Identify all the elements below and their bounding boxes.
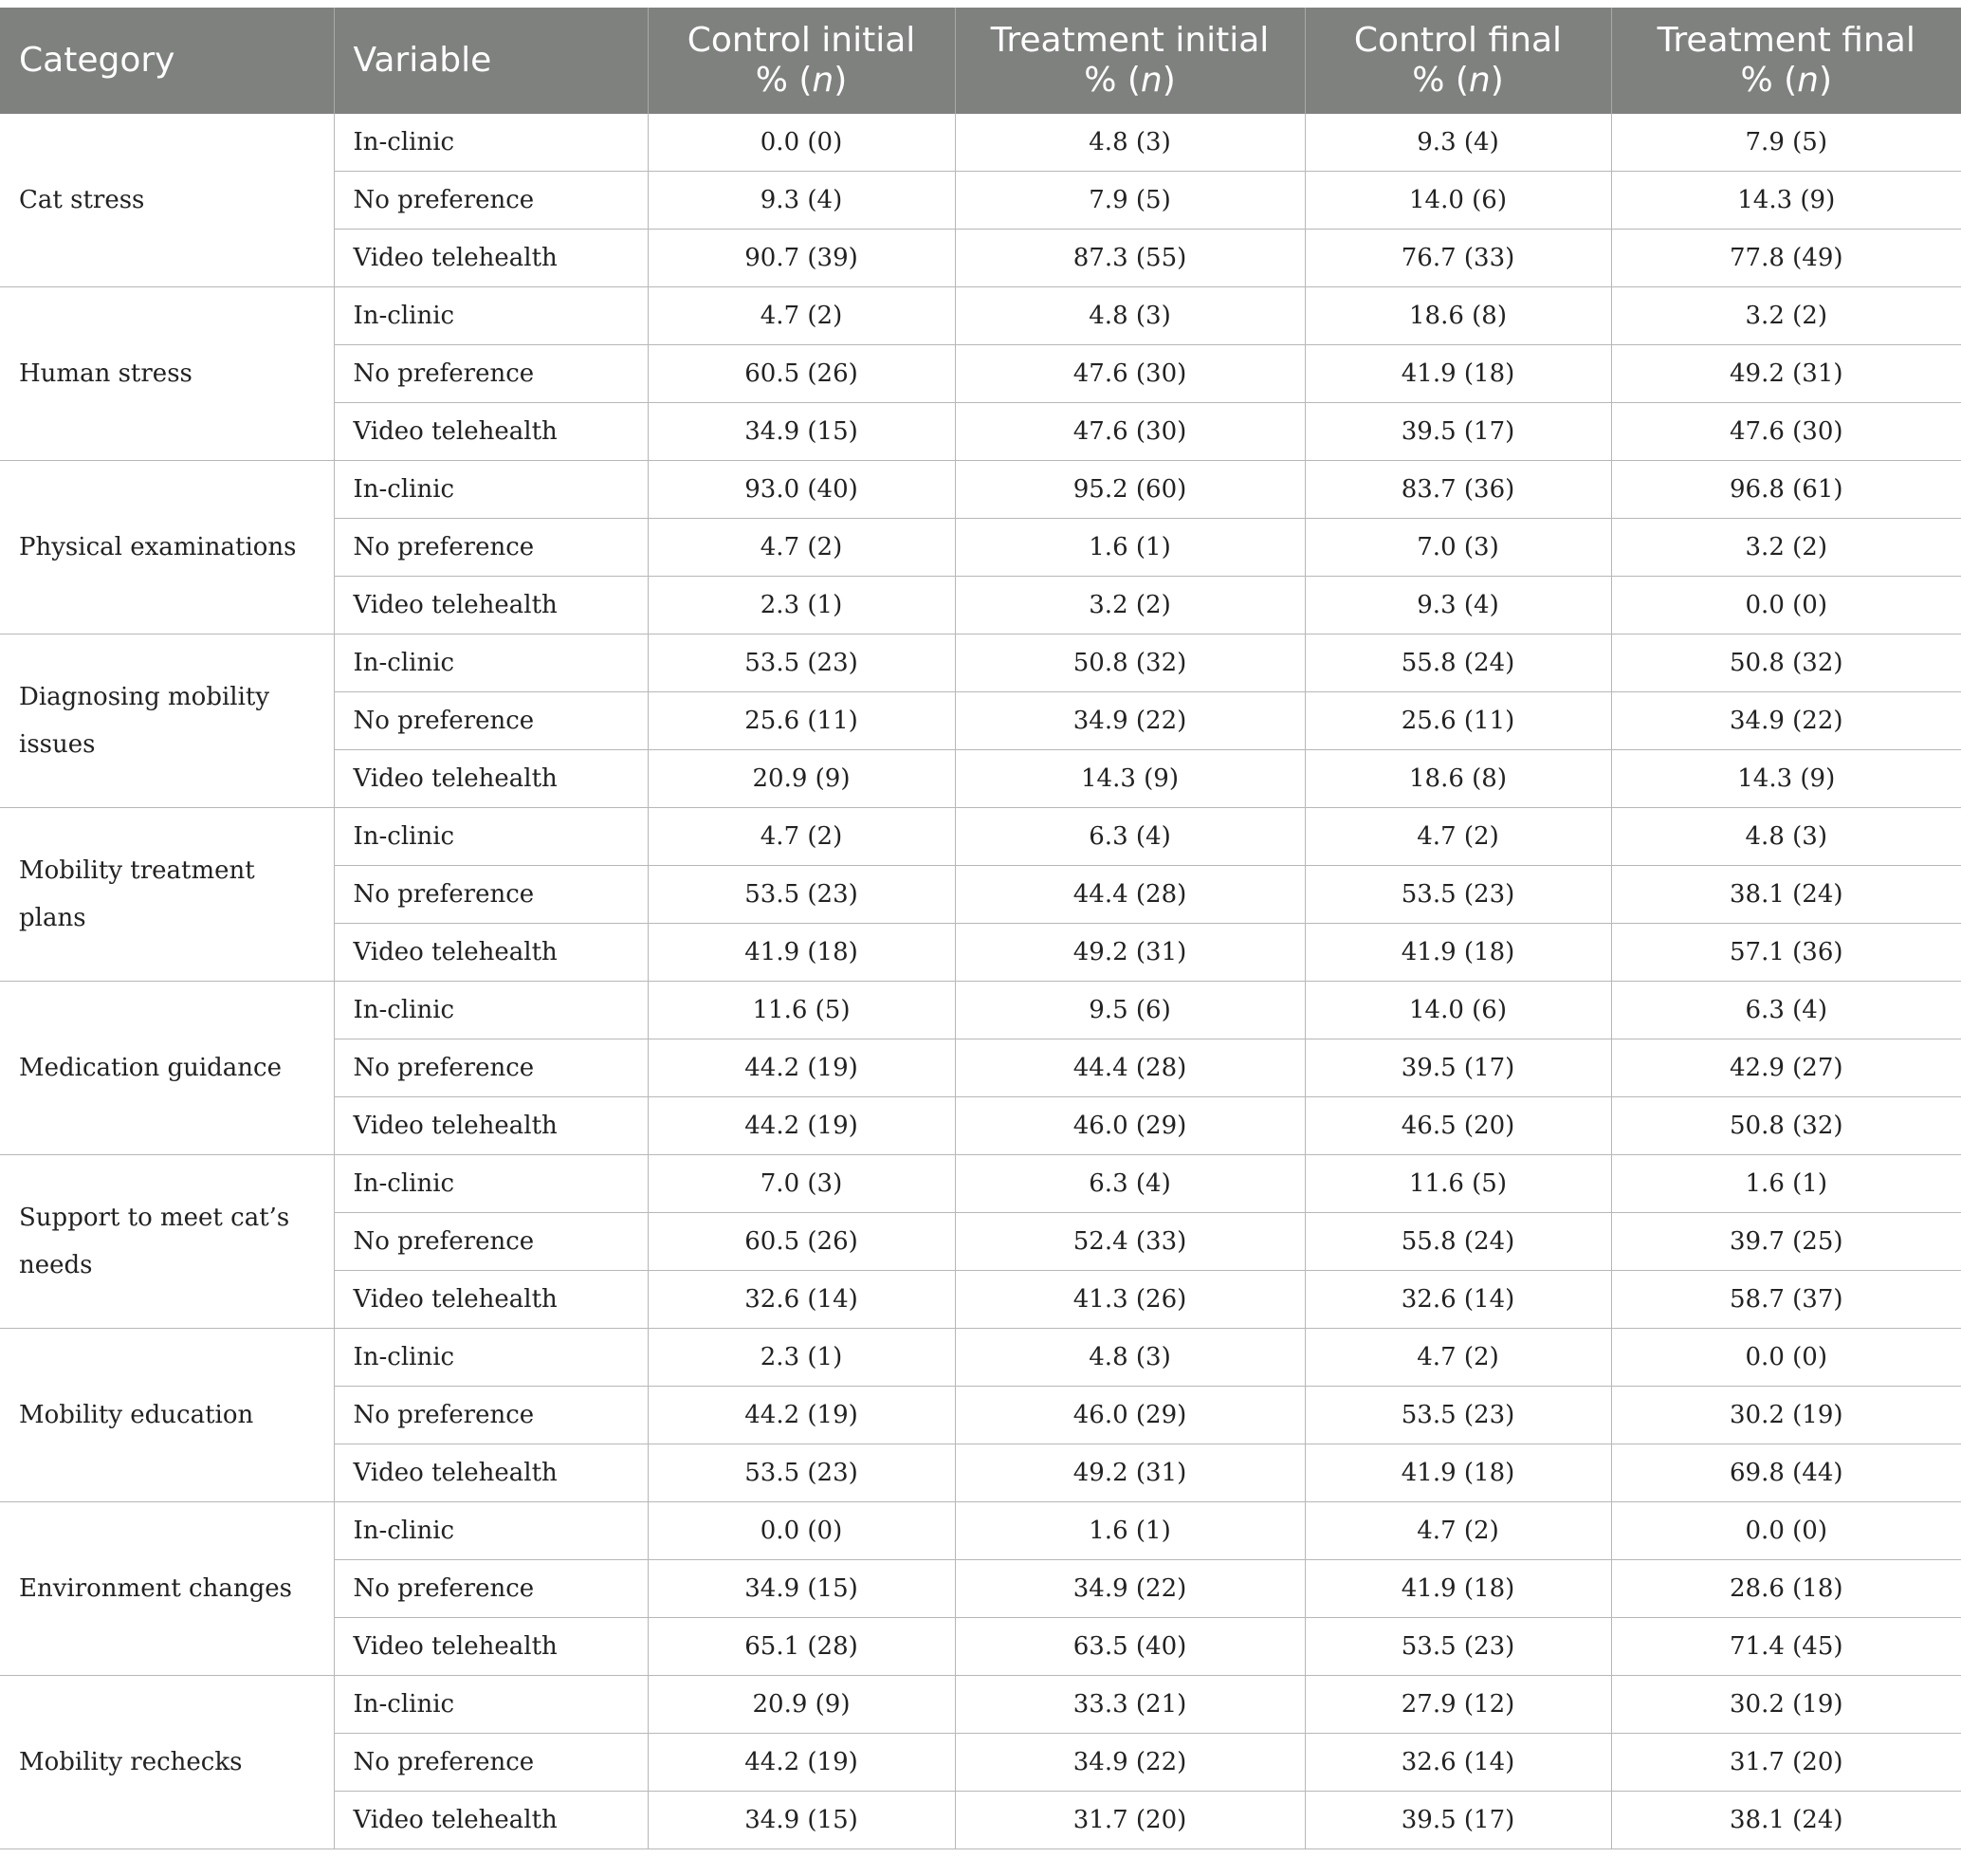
value-cell: 60.5 (26) [648,345,955,403]
value-cell: 71.4 (45) [1611,1618,1961,1676]
value-cell: 53.5 (23) [648,866,955,924]
value-cell: 60.5 (26) [648,1213,955,1271]
header-label: Treatment final [1657,21,1915,60]
value-cell: 6.3 (4) [955,1155,1305,1213]
value-cell: 41.9 (18) [1305,1444,1611,1502]
value-cell: 3.2 (2) [955,577,1305,635]
value-cell: 4.7 (2) [648,287,955,345]
value-cell: 44.4 (28) [955,866,1305,924]
value-cell: 31.7 (20) [955,1792,1305,1849]
variable-cell: No preference [334,345,648,403]
value-cell: 50.8 (32) [955,635,1305,692]
variable-cell: In-clinic [334,635,648,692]
table-header [0,8,1961,114]
category-cell: Mobility rechecks [0,1676,334,1849]
header-category: Category [0,8,334,114]
variable-cell: Video telehealth [334,1097,648,1155]
header-unit: % (n) [1084,61,1176,100]
value-cell: 4.8 (3) [955,1329,1305,1387]
value-cell: 41.9 (18) [1305,924,1611,982]
value-cell: 53.5 (23) [1305,1618,1611,1676]
value-cell: 90.7 (39) [648,230,955,287]
value-cell: 1.6 (1) [1611,1155,1961,1213]
value-cell: 4.8 (3) [955,114,1305,172]
value-cell: 44.2 (19) [648,1734,955,1792]
value-cell: 32.6 (14) [1305,1271,1611,1329]
value-cell: 46.0 (29) [955,1097,1305,1155]
variable-cell: In-clinic [334,808,648,866]
category-cell: Medication guidance [0,982,334,1155]
table-row [0,1502,1961,1560]
header-variable: Variable [334,8,648,114]
variable-cell: Video telehealth [334,1618,648,1676]
value-cell: 65.1 (28) [648,1618,955,1676]
preference-table [0,8,1961,1849]
variable-cell: Video telehealth [334,230,648,287]
value-cell: 41.9 (18) [1305,345,1611,403]
value-cell: 11.6 (5) [648,982,955,1039]
header-unit: % (n) [1412,61,1504,100]
value-cell: 93.0 (40) [648,461,955,519]
value-cell: 4.8 (3) [955,287,1305,345]
value-cell: 3.2 (2) [1611,519,1961,577]
value-cell: 34.9 (15) [648,403,955,461]
value-cell: 9.3 (4) [1305,577,1611,635]
value-cell: 47.6 (30) [955,403,1305,461]
value-cell: 50.8 (32) [1611,1097,1961,1155]
data-table-container [0,8,1961,1849]
variable-cell: Video telehealth [334,750,648,808]
variable-cell: In-clinic [334,982,648,1039]
value-cell: 28.6 (18) [1611,1560,1961,1618]
value-cell: 20.9 (9) [648,750,955,808]
variable-cell: Video telehealth [334,1792,648,1849]
value-cell: 49.2 (31) [955,1444,1305,1502]
value-cell: 53.5 (23) [648,635,955,692]
table-row [0,808,1961,866]
category-cell: Mobility education [0,1329,334,1502]
category-cell: Diagnosing mobility issues [0,635,334,808]
variable-cell: No preference [334,1387,648,1444]
value-cell: 27.9 (12) [1305,1676,1611,1734]
value-cell: 46.0 (29) [955,1387,1305,1444]
value-cell: 9.5 (6) [955,982,1305,1039]
value-cell: 9.3 (4) [1305,114,1611,172]
value-cell: 44.4 (28) [955,1039,1305,1097]
header-row [0,8,1961,114]
value-cell: 2.3 (1) [648,577,955,635]
value-cell: 9.3 (4) [648,172,955,230]
value-cell: 14.3 (9) [955,750,1305,808]
variable-cell: No preference [334,1560,648,1618]
variable-cell: In-clinic [334,461,648,519]
variable-cell: Video telehealth [334,577,648,635]
value-cell: 7.9 (5) [1611,114,1961,172]
value-cell: 34.9 (22) [955,692,1305,750]
header-label: Treatment initial [990,21,1270,60]
variable-cell: No preference [334,692,648,750]
value-cell: 44.2 (19) [648,1039,955,1097]
value-cell: 52.4 (33) [955,1213,1305,1271]
value-cell: 32.6 (14) [648,1271,955,1329]
category-cell: Support to meet cat’s needs [0,1155,334,1329]
variable-cell: Video telehealth [334,1444,648,1502]
variable-cell: No preference [334,866,648,924]
value-cell: 32.6 (14) [1305,1734,1611,1792]
value-cell: 38.1 (24) [1611,866,1961,924]
table-row [0,1676,1961,1734]
value-cell: 34.9 (15) [648,1792,955,1849]
variable-cell: In-clinic [334,1502,648,1560]
value-cell: 4.8 (3) [1611,808,1961,866]
value-cell: 4.7 (2) [1305,808,1611,866]
value-cell: 6.3 (4) [955,808,1305,866]
value-cell: 47.6 (30) [1611,403,1961,461]
value-cell: 53.5 (23) [1305,1387,1611,1444]
value-cell: 58.7 (37) [1611,1271,1961,1329]
value-cell: 39.5 (17) [1305,403,1611,461]
value-cell: 30.2 (19) [1611,1387,1961,1444]
value-cell: 38.1 (24) [1611,1792,1961,1849]
value-cell: 47.6 (30) [955,345,1305,403]
table-body [0,114,1961,1849]
value-cell: 31.7 (20) [1611,1734,1961,1792]
variable-cell: Video telehealth [334,403,648,461]
value-cell: 39.5 (17) [1305,1792,1611,1849]
variable-cell: No preference [334,519,648,577]
variable-cell: No preference [334,1213,648,1271]
header-label: Control final [1353,21,1563,60]
header-control-initial [648,8,955,114]
value-cell: 96.8 (61) [1611,461,1961,519]
value-cell: 25.6 (11) [648,692,955,750]
value-cell: 53.5 (23) [648,1444,955,1502]
value-cell: 34.9 (22) [955,1560,1305,1618]
value-cell: 0.0 (0) [1611,577,1961,635]
variable-cell: In-clinic [334,1676,648,1734]
header-treatment-initial [955,8,1305,114]
variable-cell: Video telehealth [334,1271,648,1329]
value-cell: 18.6 (8) [1305,287,1611,345]
value-cell: 7.0 (3) [648,1155,955,1213]
value-cell: 14.0 (6) [1305,982,1611,1039]
value-cell: 55.8 (24) [1305,635,1611,692]
value-cell: 41.9 (18) [648,924,955,982]
value-cell: 41.9 (18) [1305,1560,1611,1618]
variable-cell: In-clinic [334,1155,648,1213]
category-cell: Mobility treatment plans [0,808,334,982]
value-cell: 55.8 (24) [1305,1213,1611,1271]
value-cell: 4.7 (2) [648,808,955,866]
value-cell: 34.9 (15) [648,1560,955,1618]
value-cell: 87.3 (55) [955,230,1305,287]
value-cell: 44.2 (19) [648,1097,955,1155]
value-cell: 11.6 (5) [1305,1155,1611,1213]
value-cell: 30.2 (19) [1611,1676,1961,1734]
value-cell: 83.7 (36) [1305,461,1611,519]
table-row [0,1155,1961,1213]
header-unit: % (n) [1740,61,1833,100]
value-cell: 77.8 (49) [1611,230,1961,287]
variable-cell: In-clinic [334,1329,648,1387]
header-unit: % (n) [755,61,848,100]
value-cell: 4.7 (2) [648,519,955,577]
variable-cell: Video telehealth [334,924,648,982]
value-cell: 14.3 (9) [1611,750,1961,808]
table-row [0,1329,1961,1387]
variable-cell: No preference [334,1039,648,1097]
variable-cell: No preference [334,1734,648,1792]
value-cell: 25.6 (11) [1305,692,1611,750]
value-cell: 95.2 (60) [955,461,1305,519]
value-cell: 3.2 (2) [1611,287,1961,345]
value-cell: 57.1 (36) [1611,924,1961,982]
table-row [0,635,1961,692]
value-cell: 7.0 (3) [1305,519,1611,577]
variable-cell: In-clinic [334,287,648,345]
value-cell: 50.8 (32) [1611,635,1961,692]
value-cell: 0.0 (0) [1611,1502,1961,1560]
value-cell: 39.7 (25) [1611,1213,1961,1271]
value-cell: 63.5 (40) [955,1618,1305,1676]
table-row [0,114,1961,172]
header-label: Control initial [687,21,916,60]
value-cell: 14.0 (6) [1305,172,1611,230]
category-cell: Human stress [0,287,334,461]
table-row [0,287,1961,345]
value-cell: 6.3 (4) [1611,982,1961,1039]
value-cell: 69.8 (44) [1611,1444,1961,1502]
value-cell: 2.3 (1) [648,1329,955,1387]
value-cell: 7.9 (5) [955,172,1305,230]
value-cell: 34.9 (22) [955,1734,1305,1792]
value-cell: 1.6 (1) [955,519,1305,577]
value-cell: 53.5 (23) [1305,866,1611,924]
value-cell: 41.3 (26) [955,1271,1305,1329]
value-cell: 1.6 (1) [955,1502,1305,1560]
value-cell: 46.5 (20) [1305,1097,1611,1155]
category-cell: Physical examinations [0,461,334,635]
value-cell: 18.6 (8) [1305,750,1611,808]
value-cell: 0.0 (0) [1611,1329,1961,1387]
value-cell: 39.5 (17) [1305,1039,1611,1097]
category-cell: Cat stress [0,114,334,287]
value-cell: 0.0 (0) [648,114,955,172]
value-cell: 34.9 (22) [1611,692,1961,750]
value-cell: 14.3 (9) [1611,172,1961,230]
value-cell: 33.3 (21) [955,1676,1305,1734]
variable-cell: In-clinic [334,114,648,172]
value-cell: 44.2 (19) [648,1387,955,1444]
category-cell: Environment changes [0,1502,334,1676]
table-row [0,461,1961,519]
header-treatment-final [1611,8,1961,114]
value-cell: 49.2 (31) [1611,345,1961,403]
value-cell: 20.9 (9) [648,1676,955,1734]
value-cell: 4.7 (2) [1305,1329,1611,1387]
value-cell: 4.7 (2) [1305,1502,1611,1560]
value-cell: 76.7 (33) [1305,230,1611,287]
value-cell: 42.9 (27) [1611,1039,1961,1097]
table-row [0,982,1961,1039]
header-control-final [1305,8,1611,114]
variable-cell: No preference [334,172,648,230]
value-cell: 49.2 (31) [955,924,1305,982]
value-cell: 0.0 (0) [648,1502,955,1560]
